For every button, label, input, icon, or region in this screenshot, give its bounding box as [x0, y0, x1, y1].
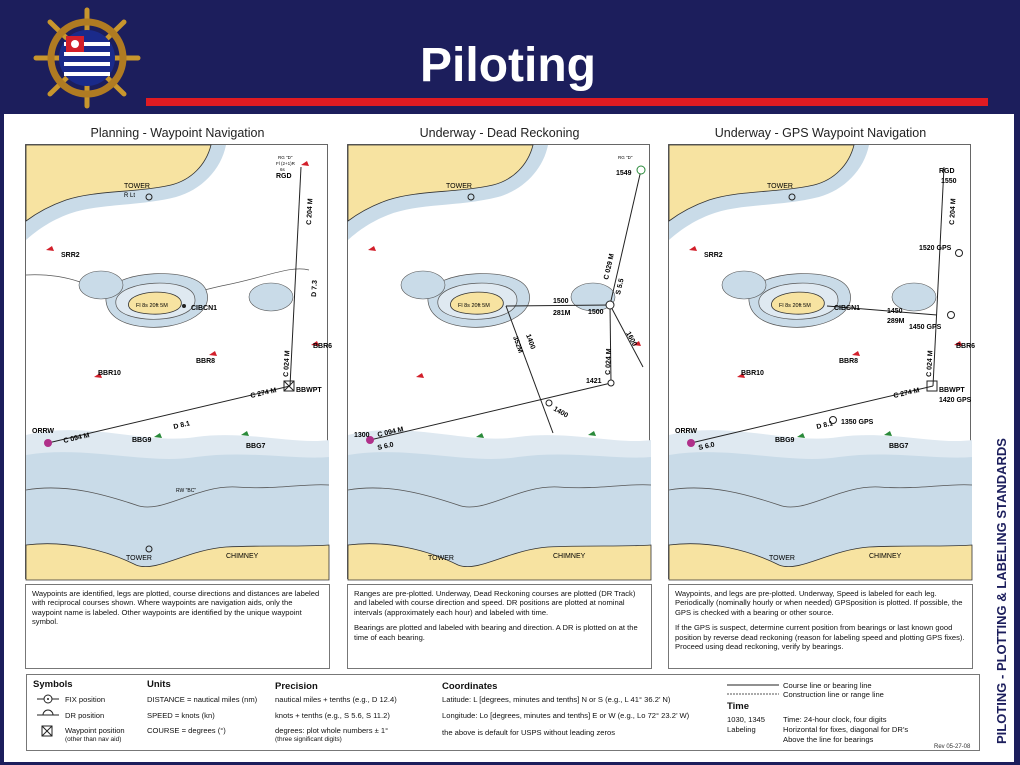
bbr10-label-gps: BBR10: [741, 370, 764, 377]
speed-6-0-label: S 6.0: [376, 441, 395, 452]
usps-ships-wheel-logo: [28, 8, 146, 108]
rgd-char-bot: 6s: [280, 167, 285, 172]
bbg9-label-gps: BBG9: [775, 437, 795, 444]
course-274-label-gps: C 274 M: [892, 387, 921, 400]
cibcn1-label-gps: CIBCN1: [834, 305, 861, 312]
gps-1350-label: 1350 GPS: [841, 419, 874, 426]
panel-description-dead-reckoning: [347, 584, 652, 669]
waypoint-position-note: (other than nav aid): [65, 736, 122, 743]
gps-text-1: Waypoints, and legs are pre-plotted. Underway, Speed is labeled for each leg. Periodically (nominally hourly or when needed) GPSposition is plotted. If possible, the GPS is checked with a bearing or other source.: [675, 589, 963, 617]
chart-map-planning: [25, 144, 333, 579]
speed-6-0-label-gps: S 6.0: [697, 441, 716, 452]
rw-bc-label: RW "BC": [176, 488, 197, 494]
course-024-label: C 024 M: [283, 350, 292, 378]
dr-position-icon: [37, 709, 59, 721]
time-1450-label: 1450: [887, 308, 903, 315]
gps-1520-label: 1520 GPS: [919, 245, 952, 252]
title-underline: [146, 98, 988, 106]
bbr10-label: BBR10: [98, 370, 121, 377]
labeling-rule-1: Horizontal for fixes, diagonal for DR’s: [783, 725, 909, 734]
labeling-rule-2: Above the line for bearings: [783, 735, 874, 744]
light-characteristic-label-gps: Fl 8s 20ft 5M: [779, 303, 811, 309]
labeling-header: Labeling: [727, 725, 756, 734]
fix-position-label: FIX position: [65, 695, 106, 704]
course-094-label: C 094 M: [62, 432, 91, 445]
units-course: COURSE = degrees (°): [147, 726, 226, 735]
bearing-281-label: 281M: [553, 310, 571, 317]
distance-8-1-label: D 8.1: [172, 420, 191, 431]
bbg7-label: BBG7: [246, 443, 266, 450]
waypoint-position-label: Waypoint position: [65, 726, 125, 735]
course-line-sample: [727, 681, 779, 697]
rgd-char-top: RG "D": [278, 155, 293, 160]
rgd-label: RGD: [276, 173, 292, 180]
fix-position-icon: [37, 693, 59, 705]
waypoint-icon: [41, 725, 53, 737]
coordinates-latitude: Latitude: L [degrees, minutes and tenths] N or S (e.g., L 41° 36.2’ N): [442, 695, 671, 704]
gps-1450-label: 1450 GPS: [909, 324, 942, 331]
course-094-label-dr: C 094 M: [376, 426, 405, 439]
legend-box: [26, 674, 980, 751]
time-header: Time: [727, 701, 750, 712]
bbwpt-label-gps: BBWPT: [939, 387, 965, 394]
distance-8-1-label-gps: D 8.1: [815, 420, 834, 431]
coordinates-longitude: Longitude: Lo [degrees, minutes and tenths] E or W (e.g., Lo 72° 23.2’ W): [442, 711, 690, 720]
plotting-standards-sheet: [4, 114, 1014, 762]
precision-speed: knots + tenths (e.g., S 5.6, S 11.2): [275, 711, 390, 720]
course-274-label: C 274 M: [249, 387, 278, 400]
slide-header: [0, 0, 1020, 112]
tower-label-dr: TOWER: [446, 183, 472, 190]
precision-course-note: (three significant digits): [275, 736, 342, 743]
course-024-label-gps: C 024 M: [926, 350, 935, 378]
srr2-label: SRR2: [61, 252, 80, 259]
panel-title-gps-navigation: Underway - GPS Waypoint Navigation: [714, 126, 927, 140]
speed-5-5-label: S 5.5: [615, 277, 626, 296]
bbg9-label: BBG9: [132, 437, 152, 444]
time-1500-label: 1500: [553, 298, 569, 305]
cibcn1-label: CIBCN1: [191, 305, 218, 312]
tower-bottom-label-dr: TOWER: [428, 555, 454, 562]
construction-line-label: Construction line or range line: [783, 690, 884, 699]
tower-light-label: R Lt: [124, 193, 136, 199]
dr-position-label: DR position: [65, 711, 105, 720]
course-204-label: C 204 M: [306, 198, 315, 226]
units-speed: SPEED = knots (kn): [147, 711, 215, 720]
page-title: Piloting: [420, 39, 596, 92]
tower-bottom-label-gps: TOWER: [769, 555, 795, 562]
chimney-label-dr: CHIMNEY: [553, 553, 586, 560]
panel-title-planning: Planning - Waypoint Navigation: [90, 126, 265, 140]
dr-text-1: Ranges are pre-plotted. Underway, Dead Reckoning courses are plotted (DR Track) and labeled with course direction and speed. DR positions are plotted at nominal intervals (approximately each hour) and labeled with time.: [354, 589, 636, 617]
tower-label: TOWER: [124, 183, 150, 190]
bbr8-label-gps: BBR8: [839, 358, 859, 365]
side-title-container: [982, 394, 1014, 754]
chart-map-dead-reckoning: [347, 144, 650, 579]
light-characteristic-label-dr: Fl 8s 20ft 5M: [458, 303, 490, 309]
course-029-label: C 029 M: [603, 253, 616, 281]
precision-course: degrees: plot whole numbers ± 1°: [275, 726, 389, 735]
bearing-289-label: 289M: [887, 318, 905, 325]
side-title: PILOTING - PLOTTING & LABELING STANDARDS: [994, 438, 1009, 744]
panel-description-planning: [25, 584, 330, 669]
tower-label-gps: TOWER: [767, 183, 793, 190]
orrw-label: ORRW: [32, 428, 55, 435]
course-line-label: Course line or bearing line: [783, 681, 872, 690]
course-024-label-dr: C 024 M: [605, 348, 613, 376]
time-1400-label: 1400: [552, 405, 569, 420]
planning-text: Waypoints are identified, legs are plotted, course directions and distances are labeled with reciprocal courses shown. Where waypoints are navigation aids, only the waypoint name is labeled. Other waypoints are identified by the unique waypoint symbol.: [32, 589, 320, 627]
gps-1420-label: 1420 GPS: [939, 397, 972, 404]
time-1400-bearing-label: 1400: [524, 333, 537, 351]
bbr8-label: BBR8: [196, 358, 216, 365]
course-204-label-gps: C 204 M: [949, 198, 958, 226]
time-1550-label: 1550: [941, 178, 957, 185]
time-example: 1030, 1345: [727, 715, 766, 724]
orrw-label-gps: ORRW: [675, 428, 698, 435]
distance-7-3-label: D 7.3: [311, 280, 319, 298]
panel-description-gps: [668, 584, 973, 669]
time-1300-label: 1300: [354, 432, 370, 439]
bbg7-label-gps: BBG7: [889, 443, 909, 450]
coordinates-note: the above is default for USPS without leading zeros: [442, 728, 616, 737]
dr-text-2: Bearings are plotted and labeled with bearing and direction. A DR is plotted on at the time of each bearing.: [354, 623, 638, 642]
coordinates-header: Coordinates: [442, 681, 498, 692]
rgd-label-gps: RGD: [939, 168, 955, 175]
bbr6-label-gps: BBR6: [956, 343, 976, 350]
bbr6-label: BBR6: [313, 343, 333, 350]
rgd-char-top-dr: RG "D": [618, 155, 633, 160]
time-1549-label: 1549: [616, 170, 632, 177]
chimney-label-gps: CHIMNEY: [869, 553, 902, 560]
light-characteristic-label: Fl 8s 20ft 5M: [136, 303, 168, 309]
precision-distance: nautical miles + tenths (e.g., D 12.4): [275, 695, 397, 704]
gps-text-2: If the GPS is suspect, determine current position from bearings or last known good position by reverse dead reckoning (reason for labeling speed and plotting GPS fixes). Proceed using dead reckoning, verify by bearings.: [675, 623, 965, 652]
tower-bottom-label: TOWER: [126, 555, 152, 562]
units-distance: DISTANCE = nautical miles (nm): [147, 695, 258, 704]
bbwpt-label: BBWPT: [296, 387, 322, 394]
time-1600-label: 1600: [624, 330, 638, 348]
chart-map-gps-navigation: [668, 144, 976, 579]
time-description: Time: 24-hour clock, four digits: [783, 715, 887, 724]
symbols-header: Symbols: [33, 679, 73, 690]
rgd-char-mid: Fl (2+1)R: [276, 161, 295, 166]
bearing-352-label: 352M: [511, 335, 524, 355]
revision-label: Rev 05-27-08: [934, 744, 971, 750]
precision-header: Precision: [275, 681, 318, 692]
chimney-label: CHIMNEY: [226, 553, 259, 560]
time-1421-label: 1421: [586, 378, 602, 385]
srr2-label-gps: SRR2: [704, 252, 723, 259]
time-1500b-label: 1500: [588, 309, 604, 316]
units-header: Units: [147, 679, 171, 690]
panel-title-dead-reckoning: Underway - Dead Reckoning: [419, 126, 580, 140]
